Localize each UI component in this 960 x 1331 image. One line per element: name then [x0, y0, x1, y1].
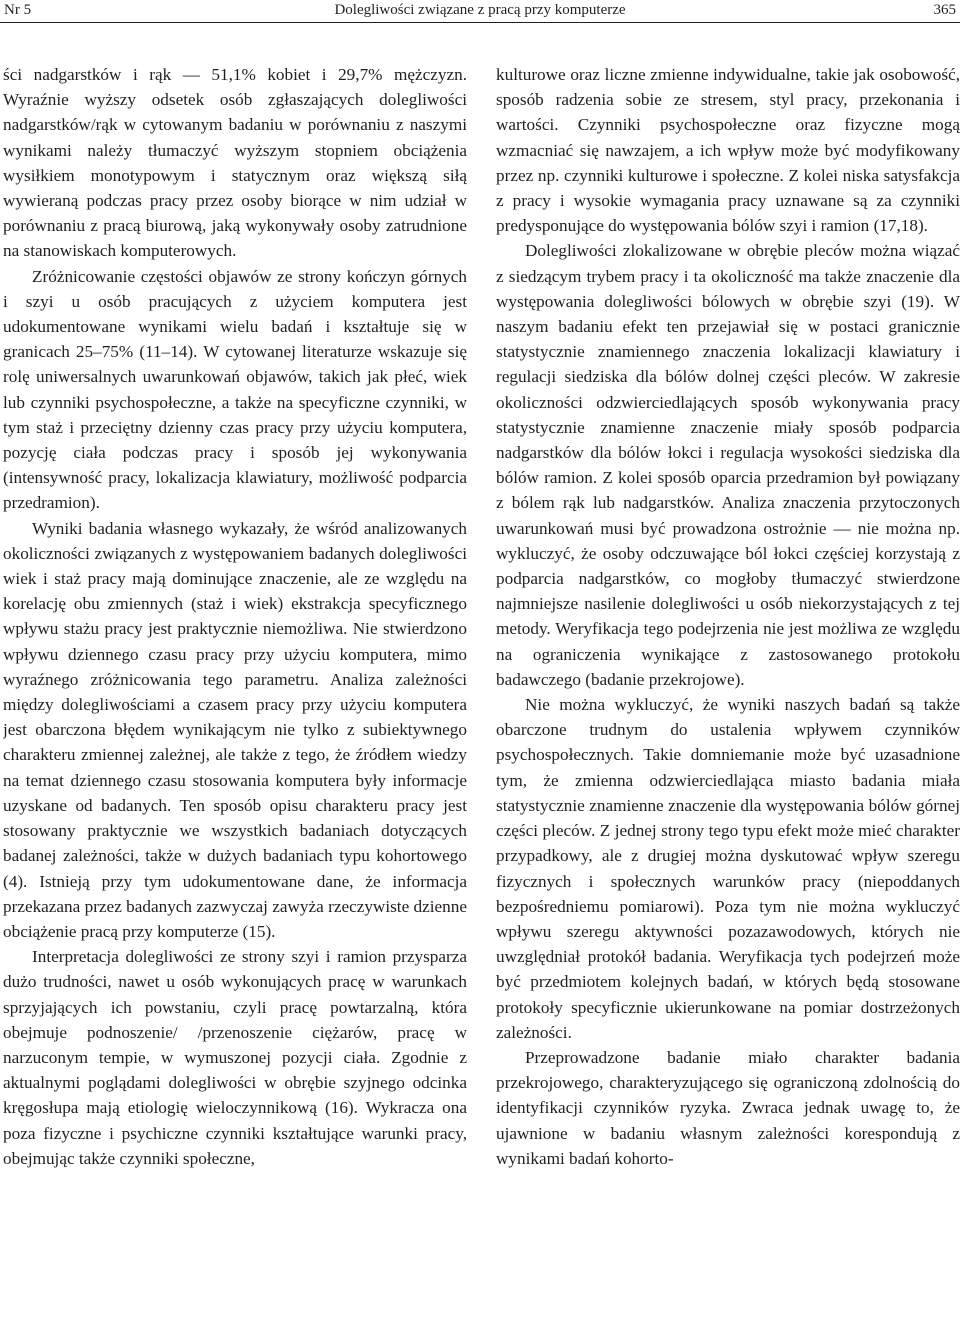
paragraph: Wyniki badania własnego wykazały, że wśród analizowanych okoliczności związanych z występowaniem badanych dolegliwości wiek i staż pracy mają dominujące znaczenie, ale ze względu na korelację obu zmiennych (staż i wiek) ekstrakcja specyficznego wpływu stażu pracy jest praktycznie niemożliwa. Nie stwierdzono wpływu dziennego czasu pracy przy użyciu komputera, mimo wyraźnego zróżnicowania tego parametru. Analiza zależności między dolegliwościami a czasem pracy przy użyciu komputera jest obarczona błędem wynikającym nie tylko z subiektywnego charakteru zmiennej zależnej, ale także z tego, że źródłem wiedzy na temat dziennego czasu stosowania komputera były informacje uzyskane od badanych. Ten sposób opisu charakteru pracy jest stosowany praktycznie we wszystkich badaniach dotyczących badanej zależności, także w dużych badaniach typu kohortowego (4). Istnieją przy tym udokumentowane dane, że informacja przekazana przez badanych zazwyczaj zawyża rzeczywiste dzienne obciążenie pracą przy komputerze (15).: [3, 518, 467, 941]
header-rule: [0, 22, 960, 23]
paragraph: Nie można wykluczyć, że wyniki naszych badań są także obarczone trudnym do ustalenia wpływem czynników psychospołecznych. Takie domniemanie może być uzasadnione tym, że zmienna odzwierciedlająca miasto badania miała statystycznie znamienne znaczenie dla występowania bólów górnej części pleców. Z jednej strony tego typu efekt może mieć charakter przypadkowy, ale z drugiej można dyskutować wpływ szeregu fizycznych i społecznych warunków pracy (niepoddanych bezpośredniemu pomiarowi). Poza tym nie można wykluczyć wpływu szeregu aktywności pozazawodowych, których nie uwzględniał protokół badania. Weryfikacja tych podejrzeń może być przedmiotem kolejnych badań, w których będą stosowane protokoły specyficznie ukierunkowane na pomiar dostrzeżonych zależności.: [496, 695, 960, 1042]
page-number: 365: [933, 2, 956, 18]
left-column: [3, 62, 467, 1324]
paragraph: Zróżnicowanie częstości objawów ze strony kończyn górnych i szyi u osób pracujących z użyciem komputera jest udokumentowane wynikami wielu badań i kształtuje się w granicach 25–75% (11–14). W cytowanej literaturze wskazuje się rolę uniwersalnych uwarunkowań objawów, takich jak płeć, wiek lub czynniki psychospołeczne, a także na specyficzne czynniki, w tym staż i przeciętny dzienny czas pracy przy użyciu komputera, pozycję ciała podczas pracy i sposób jej wykonywania (intensywność pracy, lokalizacja klawiatury, możliwość podparcia przedramion).: [3, 266, 467, 513]
journal-issue: Nr 5: [4, 2, 32, 18]
paragraph-continuation: kulturowe oraz liczne zmienne indywidualne, takie jak osobowość, sposób radzenia sobie ze stresem, styl pracy, przekonania i wartości. Czynniki psychospołeczne oraz fizyczne mogą wzmacniać się nawzajem, a ich wpływ może być modyfikowany przez np. czynniki kulturowe i społeczne. Z kolei niska satysfakcja z pracy i wysokie wymagania pracy uznawane są za czynniki predysponujące do występowania bólów szyi i ramion (17,18).: [496, 65, 960, 236]
right-column: [496, 62, 960, 1324]
paragraph: Interpretacja dolegliwości ze strony szyi i ramion przysparza dużo trudności, nawet u osób wykonujących pracę w warunkach sprzyjających ich powstaniu, czyli pracę powtarzalną, która obejmuje podnoszenie/ /przenoszenie ciężarów, pracę w narzuconym tempie, w wymuszonej pozycji ciała. Zgodnie z aktualnymi poglądami dolegliwości w obrębie szyjnego odcinka kręgosłupa mają etiologię wieloczynnikową (16). Wykracza ona poza fizyczne i psychiczne czynniki kształtujące warunki pracy, obejmując także czynniki społeczne,: [3, 947, 467, 1168]
paragraph: Przeprowadzone badanie miało charakter badania przekrojowego, charakteryzującego się ograniczoną zdolnością do identyfikacji czynników ryzyka. Zwraca jednak uwagę to, że ujawnione w badaniu własnym zależności korespondują z wynikami badań kohorto-: [496, 1047, 960, 1168]
running-header: [4, 0, 956, 22]
paragraph: Dolegliwości zlokalizowane w obrębie pleców można wiązać z siedzącym trybem pracy i ta okoliczność ma także znaczenie dla występowania dolegliwości bólowych w obrębie szyi (19). W naszym badaniu efekt ten przejawiał się w postaci granicznie statystycznie znamiennego znaczenia lokalizacji klawiatury i regulacji siedziska dla bólów dolnej części pleców. W zakresie okoliczności odzwierciedlających sposób wykonywania pracy statystycznie znamienne znaczenie miały sposób podparcia nadgarstków dla bólów łokci i regulacja wysokości siedziska dla bólów ramion. Z kolei sposób oparcia przedramion był powiązany z bólem rąk lub nadgarstków. Analiza znaczenia przytoczonych uwarunkowań musi być prowadzona ostrożnie — nie można np. wykluczyć, że osoby odczuwające ból łokci częściej korzystają z podparcia nadgarstków, co mogłoby tłumaczyć stwierdzone najmniejsze nasilenie dolegliwości u osób niekorzystających z tej metody. Weryfikacja tego podejrzenia nie jest możliwa ze względu na ograniczenia wynikające z zastosowanego protokołu badawczego (badanie przekrojowe).: [496, 241, 960, 689]
paragraph-continuation: ści nadgarstków i rąk — 51,1% kobiet i 29,7% mężczyzn. Wyraźnie wyższy odsetek osób zgłaszających dolegliwości nadgarstków/rąk w cytowanym badaniu w porównaniu z naszymi wynikami należy tłumaczyć wyższym stopniem obciążenia wysiłkiem monotypowym i statycznym oraz większą siłą wywieraną podczas pracy przez osoby biorące w nim udział w porównaniu z pracą biurową, jaką wykonywały osoby zatrudnione na stanowiskach komputerowych.: [3, 65, 467, 261]
running-title: Dolegliwości związane z pracą przy komputerze: [334, 2, 626, 18]
